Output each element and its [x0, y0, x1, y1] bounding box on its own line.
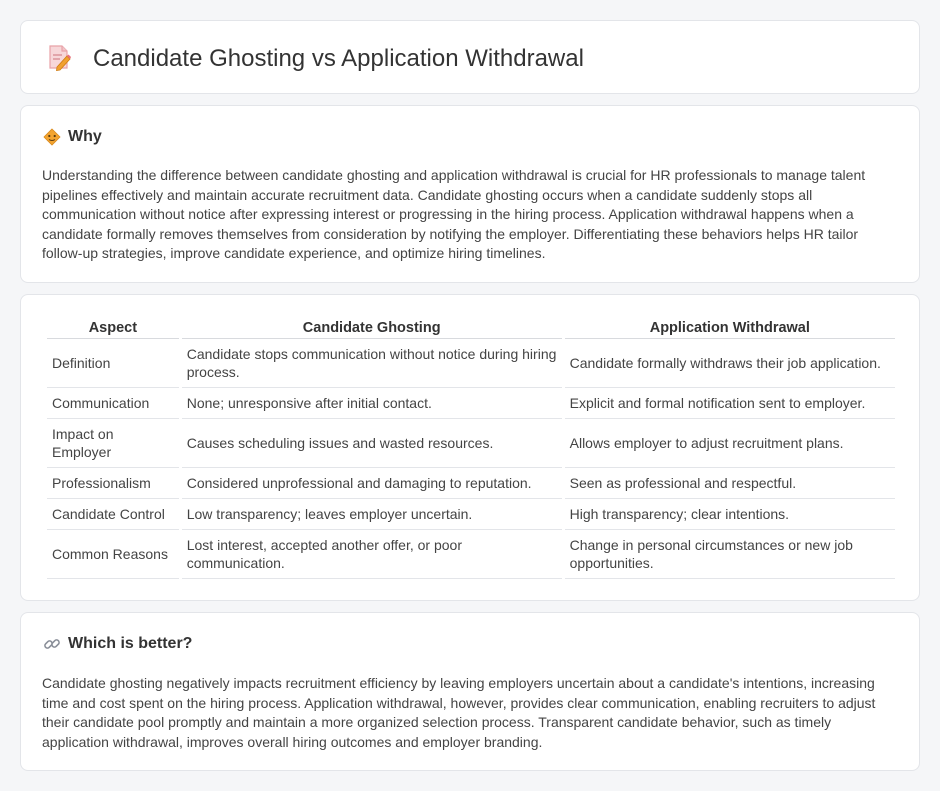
- aspect-cell: Common Reasons: [47, 530, 179, 579]
- withdrawal-cell: Allows employer to adjust recruitment plans.: [565, 419, 895, 468]
- ghosting-cell: Candidate stops communication without notice during hiring process.: [182, 339, 562, 388]
- table-row: [47, 339, 895, 388]
- aspect-cell: Communication: [47, 388, 179, 419]
- ghosting-cell: Considered unprofessional and damaging to reputation.: [182, 468, 562, 499]
- withdrawal-cell: Explicit and formal notification sent to employer.: [565, 388, 895, 419]
- aspect-cell: Candidate Control: [47, 499, 179, 530]
- table-row: [47, 499, 895, 530]
- link-icon: [43, 635, 61, 653]
- document-pencil-icon: [47, 45, 71, 71]
- aspect-cell: Definition: [47, 339, 179, 388]
- which-is-better-section: [20, 612, 920, 771]
- comparison-table-card: [20, 294, 920, 601]
- header-aspect: Aspect: [47, 315, 179, 339]
- why-section: [20, 105, 920, 283]
- withdrawal-cell: Seen as professional and respectful.: [565, 468, 895, 499]
- withdrawal-cell: High transparency; clear intentions.: [565, 499, 895, 530]
- why-heading: Why: [68, 128, 102, 145]
- header-candidate-ghosting: Candidate Ghosting: [182, 315, 562, 339]
- table-row: [47, 388, 895, 419]
- better-heading-row: [43, 635, 192, 653]
- page-title: Candidate Ghosting vs Application Withdrawal: [93, 45, 584, 72]
- better-heading: Which is better?: [68, 635, 193, 652]
- table-row: [47, 530, 895, 579]
- ghosting-cell: Causes scheduling issues and wasted resources.: [182, 419, 562, 468]
- better-text: Candidate ghosting negatively impacts recruitment efficiency by leaving employers uncertain about a candidate's intentions, increasing time and cost spent on the hiring process. Application withdrawal, however, provides clear communication, enabling recruiters to adjust their candidate pool promptly and maintain a more organized selection process. Transparent candidate behavior, such as timely application withdrawal, improves overall hiring outcomes and employer branding.: [42, 675, 876, 750]
- aspect-cell: Impact on Employer: [47, 419, 179, 468]
- table-header-row: [47, 315, 895, 339]
- table-row: [47, 419, 895, 468]
- why-text: Understanding the difference between candidate ghosting and application withdrawal is crucial for HR professionals to manage talent pipelines effectively and maintain accurate recruitment data. Candidate ghosting occurs when a candidate suddenly stops all communication without notice after expressing interest or progressing in the hiring process. Application withdrawal happens when a candidate formally removes themselves from consideration by notifying the employer. Differentiating these behaviors helps HR tailor follow-up strategies, improve candidate experience, and optimize hiring timelines.: [42, 167, 866, 261]
- header-application-withdrawal: Application Withdrawal: [565, 315, 895, 339]
- table-row: [47, 468, 895, 499]
- aspect-cell: Professionalism: [47, 468, 179, 499]
- withdrawal-cell: Candidate formally withdraws their job application.: [565, 339, 895, 388]
- ghosting-cell: None; unresponsive after initial contact.: [182, 388, 562, 419]
- header-card: [20, 20, 920, 94]
- why-heading-row: [43, 128, 102, 146]
- ghosting-cell: Low transparency; leaves employer uncertain.: [182, 499, 562, 530]
- ghosting-cell: Lost interest, accepted another offer, or poor communication.: [182, 530, 562, 579]
- comparison-table: [44, 315, 898, 579]
- diamond-warning-icon: [43, 128, 61, 146]
- withdrawal-cell: Change in personal circumstances or new job opportunities.: [565, 530, 895, 579]
